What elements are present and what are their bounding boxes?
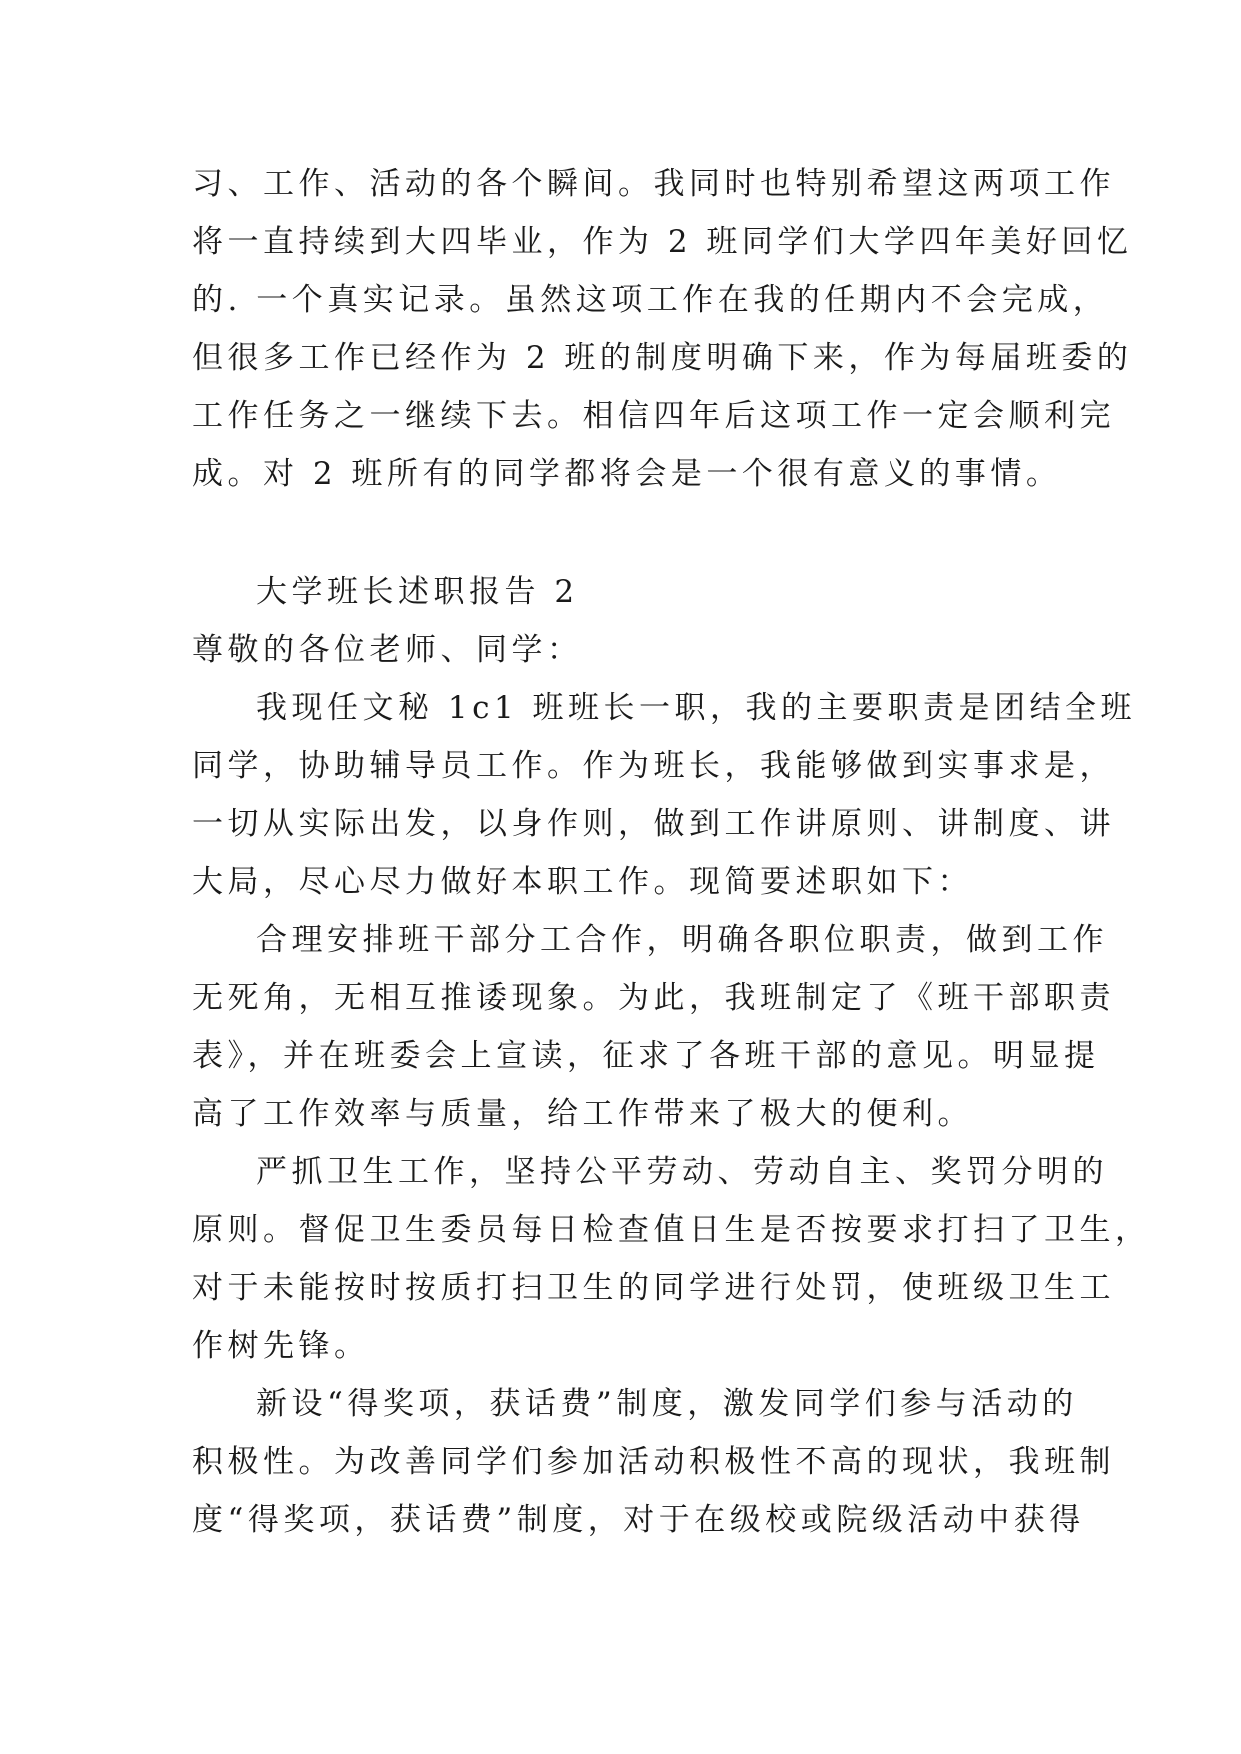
text-line: 我现任文秘 1c1 班班长一职，我的主要职责是团结全班 [256,690,1137,726]
text-line: 新设“得奖项，获话费”制度，激发同学们参与活动的 [256,1386,1078,1422]
text-line: 同学，协助辅导员工作。作为班长，我能够做到实事求是， [192,748,1115,784]
text-line: 无死角，无相互推诿现象。为此，我班制定了《班干部职责 [192,980,1115,1016]
text-line: 严抓卫生工作，坚持公平劳动、劳动自主、奖罚分明的 [256,1154,1108,1190]
text-line: 积极性。为改善同学们参加活动积极性不高的现状，我班制 [192,1444,1115,1480]
text-line: 对于未能按时按质打扫卫生的同学进行处罚，使班级卫生工 [192,1270,1115,1306]
text-line: 合理安排班干部分工合作，明确各职位职责，做到工作 [256,922,1108,958]
text-line: 成。对 2 班所有的同学都将会是一个很有意义的事情。 [192,456,1062,492]
text-line: 表》，并在班委会上宣读，征求了各班干部的意见。明显提 [192,1038,1100,1074]
text-line: 工作任务之一继续下去。相信四年后这项工作一定会顺利完 [192,398,1115,434]
text-line: 但很多工作已经作为 2 班的制度明确下来，作为每届班委的 [192,340,1133,376]
text-line: 一切从实际出发，以身作则，做到工作讲原则、讲制度、讲 [192,806,1115,842]
text-line: 习、工作、活动的各个瞬间。我同时也特别希望这两项工作 [192,166,1115,202]
text-line: 高了工作效率与质量，给工作带来了极大的便利。 [192,1096,973,1132]
text-line: 的. 一个真实记录。虽然这项工作在我的任期内不会完成， [192,282,1109,318]
salutation: 尊敬的各位老师、同学： [192,632,583,668]
text-line: 大局，尽心尽力做好本职工作。现简要述职如下： [192,864,973,900]
text-line: 原则。督促卫生委员每日检查值日生是否按要求打扫了卫生， [192,1212,1151,1248]
section-heading: 大学班长述职报告 2 [256,574,579,610]
text-line: 度“得奖项，获话费”制度，对于在级校或院级活动中获得 [192,1502,1085,1538]
text-line: 将一直持续到大四毕业，作为 2 班同学们大学四年美好回忆 [192,224,1133,260]
text-line: 作树先锋。 [192,1328,370,1364]
